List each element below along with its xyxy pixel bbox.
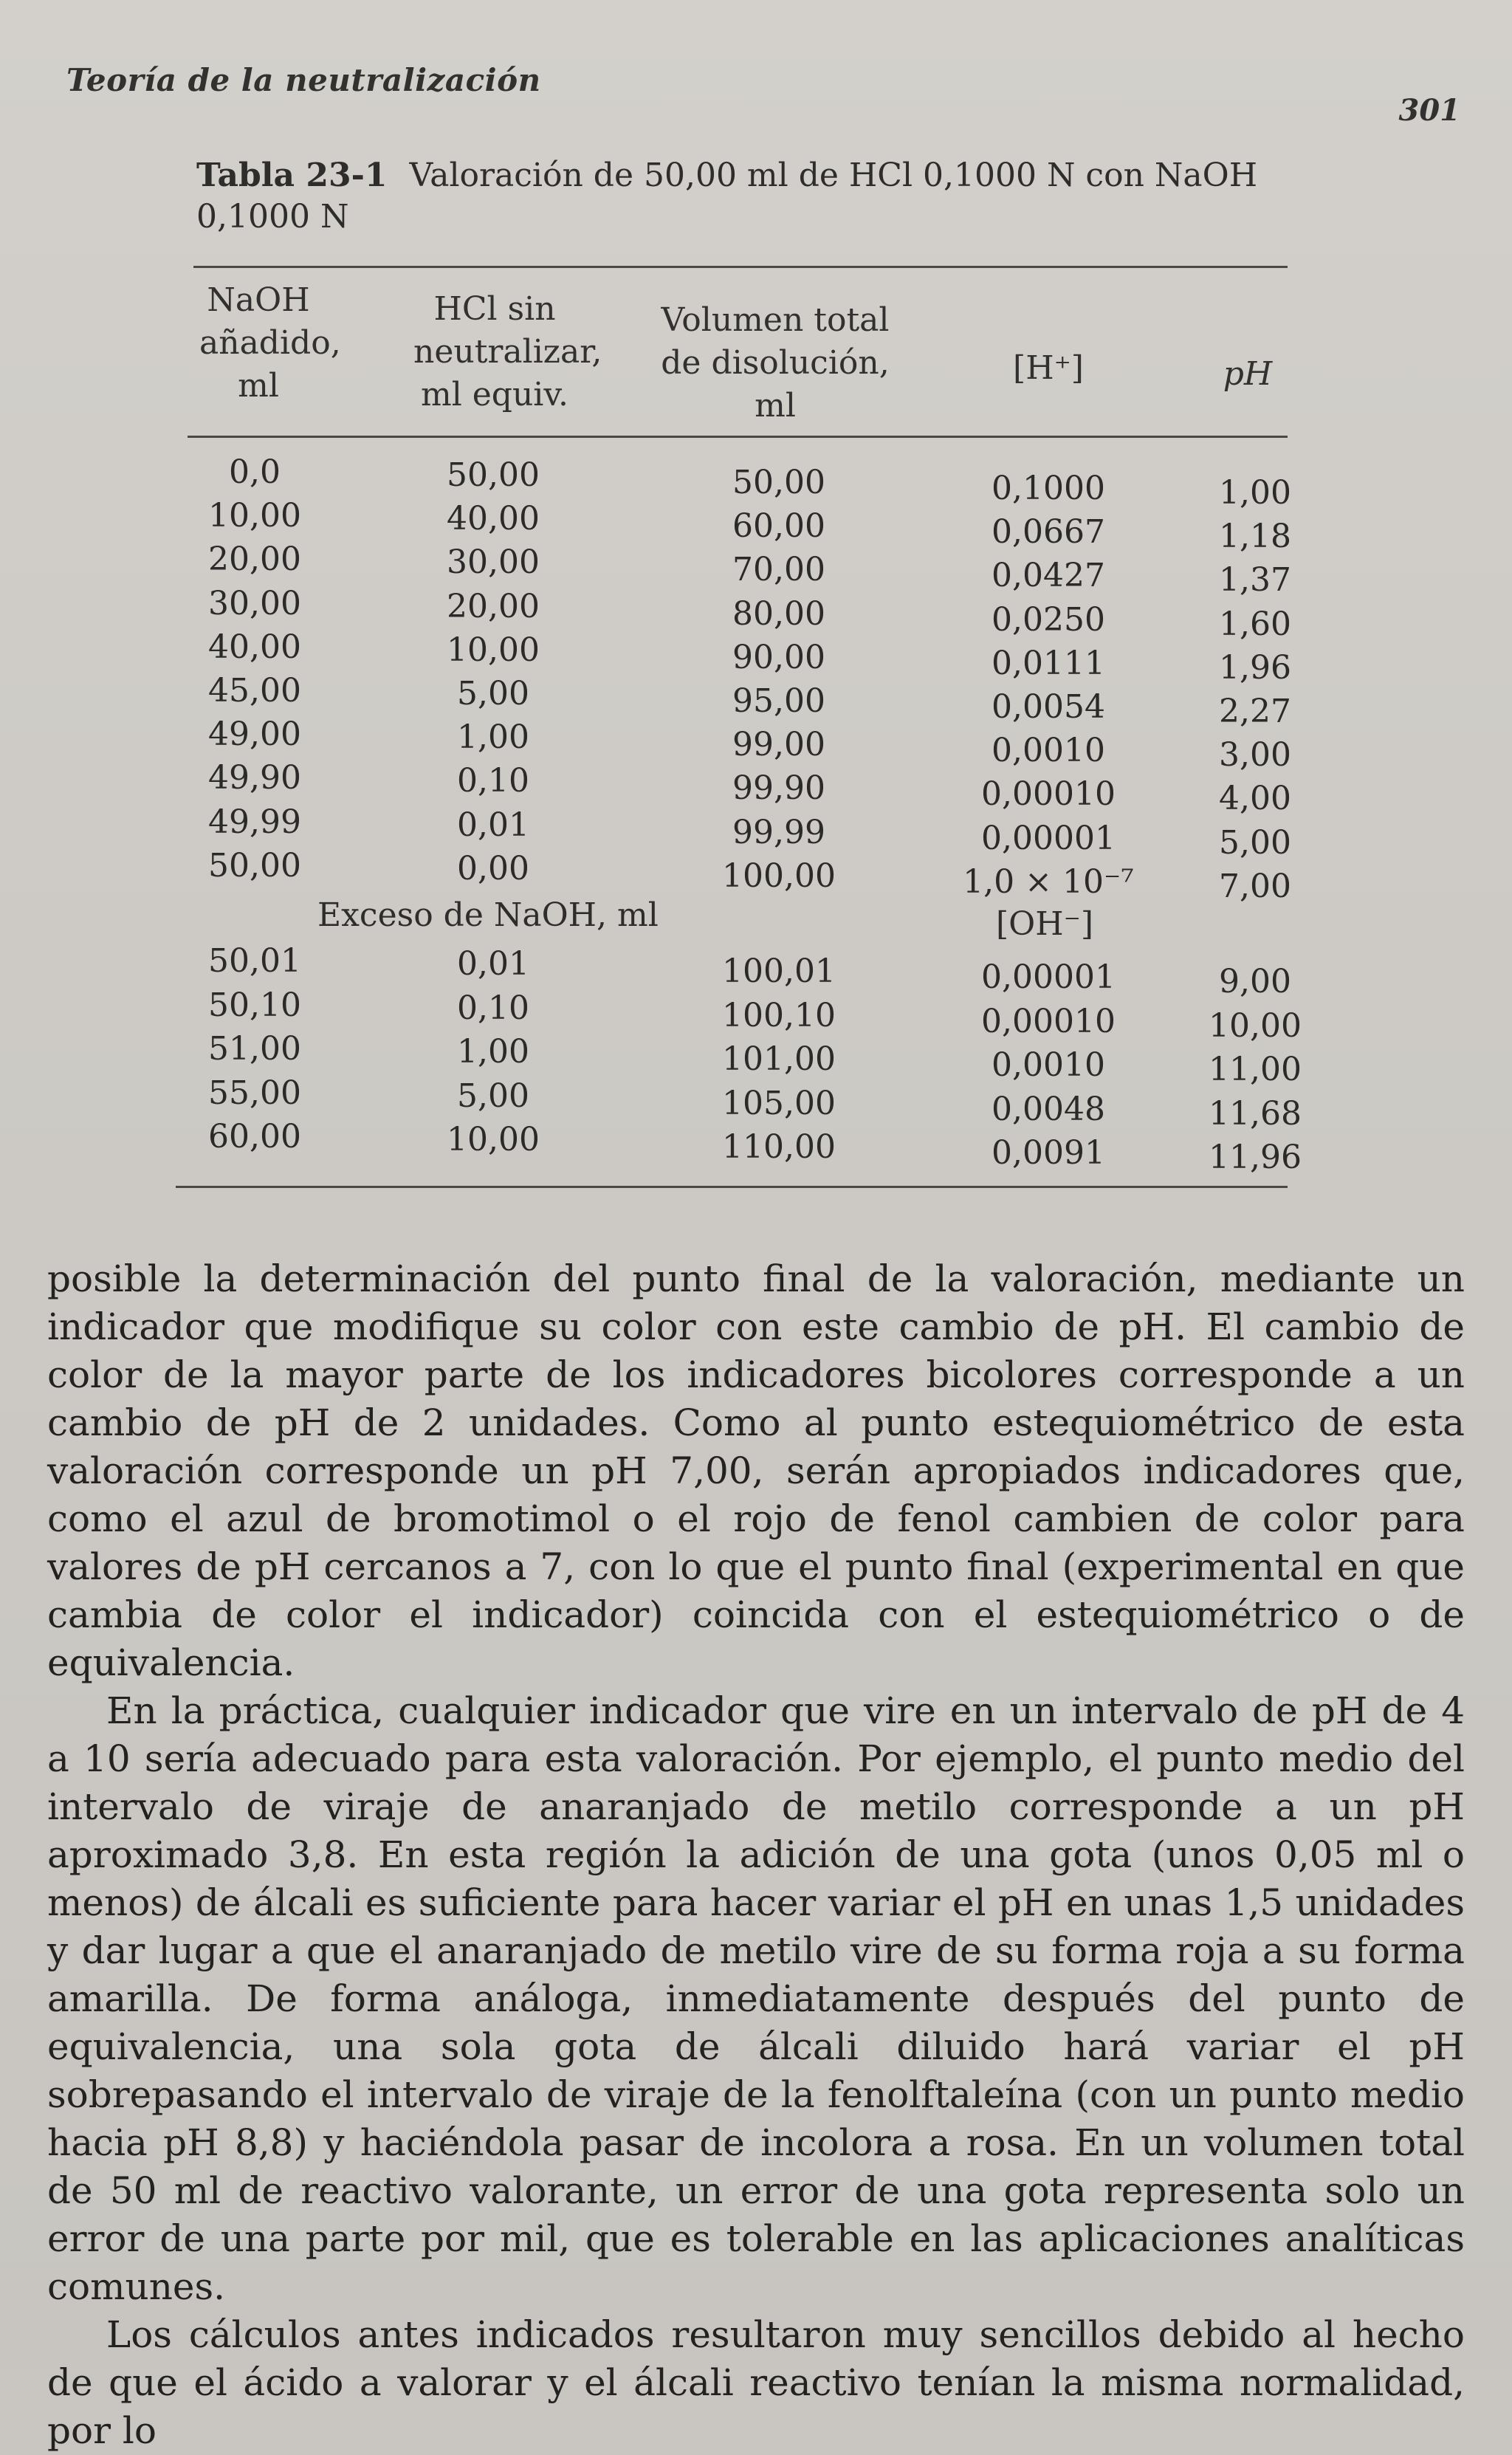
excess-naoh-label: Exceso de NaOH, ml [317, 896, 659, 934]
col-header-h-conc: [H⁺] [1013, 349, 1084, 387]
table-cell-total-volume: 99,00 [732, 726, 825, 764]
table-cell-concentration: 1,0 × 10⁻⁷ [963, 862, 1134, 901]
table-cell-naoh-added: 50,10 [208, 986, 301, 1024]
table-cell-hcl-remaining: 5,00 [457, 675, 529, 713]
table-cell-hcl-remaining: 0,10 [457, 762, 529, 800]
page-number: 301 [1398, 93, 1460, 128]
table-cell-ph-value: 11,96 [1209, 1139, 1302, 1176]
table-cell-total-volume: 70,00 [732, 551, 825, 589]
table-cell-ph-value: 5,00 [1219, 823, 1291, 862]
oh-conc-label: [OH⁻] [996, 905, 1093, 943]
table-cell-hcl-remaining: 0,10 [457, 989, 529, 1027]
table-cell-hcl-remaining: 1,00 [457, 1033, 529, 1071]
table-header-rule [188, 436, 1288, 438]
table-cell-naoh-added: 0,0 [229, 453, 281, 491]
table-cell-naoh-added: 55,00 [208, 1074, 301, 1112]
table-cell-naoh-added: 10,00 [208, 497, 301, 535]
table-cell-total-volume: 80,00 [732, 594, 825, 633]
table-cell-concentration: 0,0667 [992, 513, 1105, 552]
paragraph-2: En la práctica, cualquier indicador que vire en un intervalo de pH de 4 a 10 sería adecuado para esta valoración. Por ejemplo, el punto medio del intervalo de viraje de anaranjado de metilo corresponde a un pH aproximado 3,8. En esta región la adición de una gota (unos 0,05 ml o menos) de álcali es suficiente para hacer variar el pH en unas 1,5 unidades y dar lugar a que el anaranjado de metilo vire de su forma roja a su forma amarilla. De forma análoga, inmediatamente después del punto de equivalencia, una sola gota de álcali diluido hará variar el pH sobrepasando el intervalo de viraje de la fenolftaleína (con un punto medio hacia pH 8,8) y haciéndola pasar de incolora a rosa. En un volumen total de 50 ml de reactivo valorante, un error de una gota representa solo un error de una parte por mil, que es tolerable en las aplicaciones analíticas comunes. [47, 1689, 1465, 2308]
paragraph-1: posible la determinación del punto final de la valoración, mediante un indicador que modifique su color con este cambio de pH. El cambio de color de la mayor parte de los indicadores bicolores corresponde a un cambio de pH de 2 unidades. Como al punto estequiométrico de esta valoración corresponde un pH 7,00, serán apropiados indicadores que, como el azul de bromotimol o el rojo de fenol cambien de color para valores de pH cercanos a 7, con lo que el punto final (experimental en que cambia de color el indicador) coincida con el estequiométrico o de equivalencia. [47, 1257, 1465, 1684]
table-cell-naoh-added: 51,00 [208, 1030, 301, 1068]
col-header-ph: pH [1223, 355, 1273, 393]
table-cell-naoh-added: 45,00 [208, 672, 301, 710]
table-cell-total-volume: 100,01 [722, 952, 836, 990]
table-cell-ph-value: 1,37 [1219, 561, 1291, 600]
table-cell-concentration: 0,00010 [981, 775, 1116, 814]
table-cell-hcl-remaining: 0,01 [457, 806, 529, 844]
table-caption-text: Valoración de 50,00 ml de HCl 0,1000 N con NaOH 0,1000 N [196, 157, 1258, 236]
table-cell-hcl-remaining: 5,00 [457, 1077, 529, 1115]
paragraph-3: Los cálculos antes indicados resultaron muy sencillos debido al hecho de que el ácido a valorar y el álcali reactivo tenían la misma normalidad, por lo [47, 2313, 1465, 2452]
table-cell-ph-value: 7,00 [1219, 867, 1291, 905]
table-cell-total-volume: 60,00 [732, 507, 825, 546]
table-cell-ph-value: 11,68 [1209, 1094, 1302, 1133]
table-cell-concentration: 0,0010 [992, 1046, 1105, 1084]
table-cell-concentration: 0,0427 [992, 557, 1105, 595]
table-label: Tabla 23-1 [196, 157, 388, 194]
table-cell-total-volume: 100,00 [722, 856, 836, 895]
table-cell-ph-value: 9,00 [1219, 963, 1291, 1000]
table-cell-hcl-remaining: 10,00 [447, 631, 540, 669]
table-cell-concentration: 0,0091 [992, 1134, 1105, 1172]
table-cell-naoh-added: 50,01 [208, 942, 301, 980]
table-cell-hcl-remaining: 20,00 [447, 587, 540, 625]
table-cell-hcl-remaining: 40,00 [447, 500, 540, 538]
table-cell-total-volume: 99,99 [732, 813, 825, 851]
body-text [47, 1255, 1465, 2455]
table-cell-total-volume: 99,90 [732, 769, 825, 808]
table-cell-concentration: 0,00001 [981, 819, 1116, 857]
table-cell-hcl-remaining: 10,00 [447, 1121, 540, 1158]
table-cell-total-volume: 95,00 [732, 682, 825, 720]
table-cell-naoh-added: 60,00 [208, 1118, 301, 1156]
table-cell-naoh-added: 49,90 [208, 759, 301, 797]
table-cell-concentration: 0,00001 [981, 958, 1116, 996]
table-cell-ph-value: 1,00 [1219, 474, 1291, 512]
table-cell-ph-value: 11,00 [1209, 1051, 1302, 1088]
table-cell-naoh-added: 20,00 [208, 540, 301, 579]
table-cell-ph-value: 10,00 [1209, 1006, 1302, 1045]
table-cell-ph-value: 3,00 [1219, 736, 1291, 775]
table-cell-total-volume: 101,00 [722, 1040, 836, 1078]
table-cell-hcl-remaining: 30,00 [447, 543, 540, 582]
table-cell-ph-value: 1,96 [1219, 648, 1291, 687]
table-cell-hcl-remaining: 0,00 [457, 849, 529, 887]
table-cell-naoh-added: 49,00 [208, 715, 301, 754]
table-cell-concentration: 0,0054 [992, 688, 1105, 726]
table-cell-concentration: 0,0048 [992, 1090, 1105, 1128]
table-bottom-rule [176, 1186, 1288, 1188]
running-head: Teoría de la neutralización [66, 62, 541, 98]
table-cell-concentration: 0,0111 [992, 644, 1105, 682]
table-cell-total-volume: 90,00 [732, 638, 825, 676]
table-cell-ph-value: 1,18 [1219, 518, 1291, 556]
col-header-naoh: NaOH añadido, ml [199, 281, 341, 405]
table-cell-total-volume: 100,10 [722, 996, 836, 1034]
col-header-volume: Volumen total de disolución, ml [661, 301, 890, 425]
table-cell-naoh-added: 49,99 [208, 803, 301, 841]
table-cell-total-volume: 105,00 [722, 1084, 836, 1122]
table-cell-ph-value: 2,27 [1219, 693, 1291, 730]
table-cell-concentration: 0,0010 [992, 732, 1105, 770]
table-cell-total-volume: 50,00 [732, 464, 825, 501]
table-cell-naoh-added: 30,00 [208, 584, 301, 622]
table-cell-ph-value: 4,00 [1219, 780, 1291, 818]
table-cell-concentration: 0,00010 [981, 1002, 1116, 1040]
col-header-hcl: HCl sin neutralizar, ml equiv. [413, 290, 602, 413]
table-cell-naoh-added: 50,00 [208, 846, 301, 885]
table-cell-hcl-remaining: 50,00 [447, 456, 540, 494]
table-top-rule [193, 266, 1288, 268]
table-cell-concentration: 0,0250 [992, 600, 1105, 639]
table-cell-hcl-remaining: 0,01 [457, 945, 529, 983]
table-cell-naoh-added: 40,00 [208, 628, 301, 666]
table-cell-hcl-remaining: 1,00 [457, 718, 529, 757]
table-cell-concentration: 0,1000 [992, 470, 1105, 507]
table-cell-ph-value: 1,60 [1219, 605, 1291, 643]
table-cell-total-volume: 110,00 [722, 1128, 836, 1166]
table-caption [196, 155, 1289, 238]
